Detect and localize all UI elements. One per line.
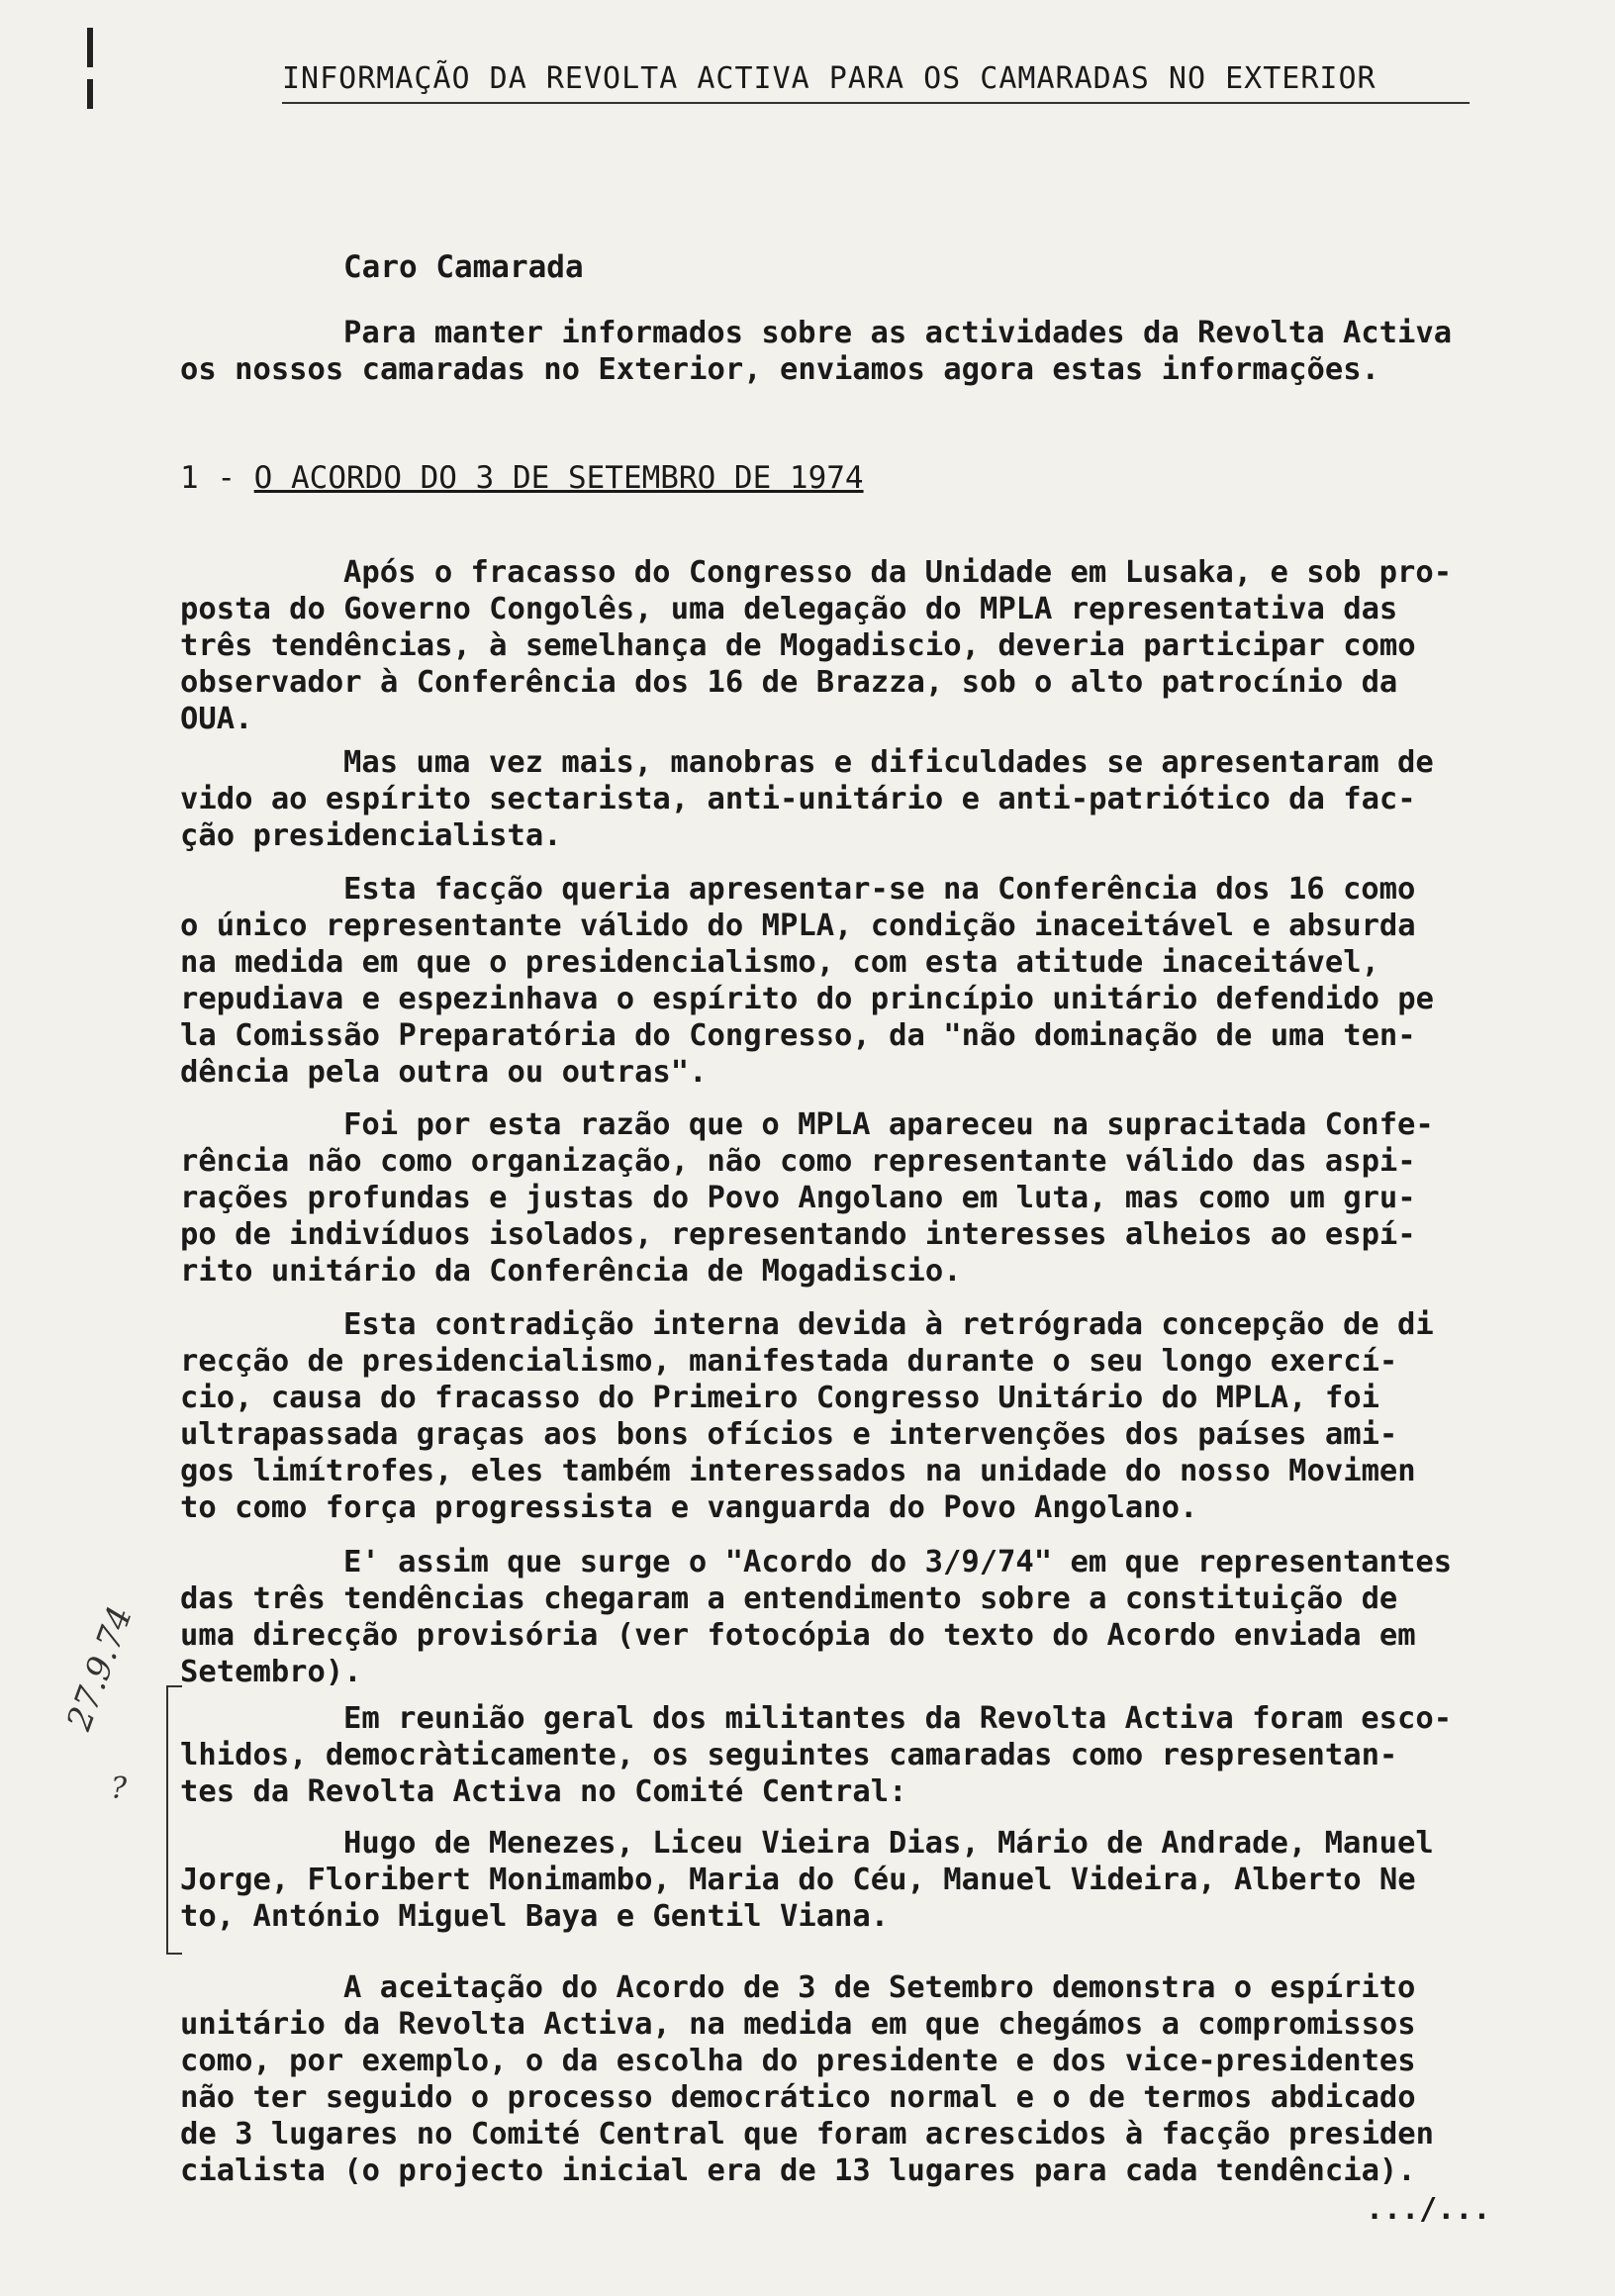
section-number: 1 -: [180, 460, 236, 496]
paragraph-text: E' assim que surge o "Acordo do 3/9/74" em que representantes das três tendências chegaram a entendimento sobre a constituição de uma direcção provisória (ver fotocópia do texto do Acordo enviada em Setembro).: [180, 1545, 1453, 1689]
section-title: O ACORDO DO 3 DE SETEMBRO DE 1974: [253, 460, 864, 496]
paragraph-text: Esta contradição interna devida à retrógrada concepção de di recção de presidencialismo, manifestada durante o seu longo exercí- cio, causa do fracasso do Primeiro Congresso Unitário do MPLA, foi ultrapassada graças aos bons ofícios e intervenções dos países ami- gos limítrofes, eles também interessados na unidade do nosso Movimen to como força progressista e vanguarda do Povo Angolano.: [180, 1307, 1434, 1525]
paragraph-6: [180, 1544, 1566, 1690]
paragraph-text: Em reunião geral dos militantes da Revolta Activa foram esco- lhidos, democràticamente, os seguintes camaradas como respresentan- tes da Revolta Activa no Comité Central:: [180, 1701, 1453, 1809]
paragraph-9: [180, 1969, 1566, 2189]
document-title: INFORMAÇÃO DA REVOLTA ACTIVA PARA OS CAMARADAS NO EXTERIOR: [282, 61, 1470, 104]
paragraph-5: [180, 1306, 1566, 1526]
section-heading: [180, 460, 864, 496]
page-continuation: .../...: [1366, 2192, 1491, 2227]
intro-paragraph: Para manter informados sobre as actividades da Revolta Activa os nossos camaradas no Exterior, enviamos agora estas informações.: [180, 316, 1453, 387]
paragraph-4: [180, 1106, 1566, 1290]
margin-tick-mark: [87, 28, 93, 67]
greeting: Caro Camarada: [343, 249, 584, 285]
paragraph-7: [180, 1700, 1566, 1810]
handwritten-question-mark: ?: [111, 1771, 128, 1806]
paragraph-text: Esta facção queria apresentar-se na Conferência dos 16 como o único representante válido do MPLA, condição inaceitável e absurda na medida em que o presidencialismo, com esta atitude inaceitável, repudiava e espezinhava o espírito do princípio unitário defendido pe la Comissão Preparatória do Congresso, da "não dominação de uma ten- dência pela outra ou outras".: [180, 872, 1435, 1090]
paragraph-8: [180, 1825, 1566, 1935]
handwritten-date-note: 27.9.74: [59, 1601, 141, 1736]
paragraph-text: Após o fracasso do Congresso da Unidade em Lusaka, e sob pro- posta do Governo Congolês, uma delegação do MPLA representativa das três tendências, à semelhança de Mogadiscio, deveria participar como observador à Conferência dos 16 de Brazza, sob o alto patrocínio da OUA.: [180, 555, 1453, 736]
intro-text: [180, 315, 1566, 388]
paragraph-2: [180, 744, 1566, 854]
paragraph-text: Mas uma vez mais, manobras e dificuldades se apresentaram de vido ao espírito sectarista, anti-unitário e anti-patriótico da fac- ção presidencialista.: [180, 745, 1434, 853]
paragraph-1: [180, 554, 1566, 737]
paragraph-text: Hugo de Menezes, Liceu Vieira Dias, Mário de Andrade, Manuel Jorge, Floribert Monimambo, Maria do Céu, Manuel Videira, Alberto Ne to, António Miguel Baya e Gentil Viana.: [180, 1826, 1434, 1934]
paragraph-text: A aceitação do Acordo de 3 de Setembro demonstra o espírito unitário da Revolta Activa, na medida em que chegámos a compromissos como, por exemplo, o da escolha do presidente e dos vice-presidentes não ter seguido o processo democrático normal e o de termos abdicado de 3 lugares no Comité Central que foram acrescidos à facção presiden cialista (o projecto inicial era de 13 lugares para cada tendência).: [180, 1970, 1435, 2188]
margin-tick-mark: [87, 79, 93, 109]
paragraph-text: Foi por esta razão que o MPLA apareceu na supracitada Confe- rência não como organização, não como representante válido das aspi- rações profundas e justas do Povo Angolano em luta, mas como um gru- po de indivíduos isolados, representando interesses alheios ao espí- rito unitário da Conferência de Mogadiscio.: [180, 1107, 1434, 1289]
paragraph-3: [180, 871, 1566, 1091]
